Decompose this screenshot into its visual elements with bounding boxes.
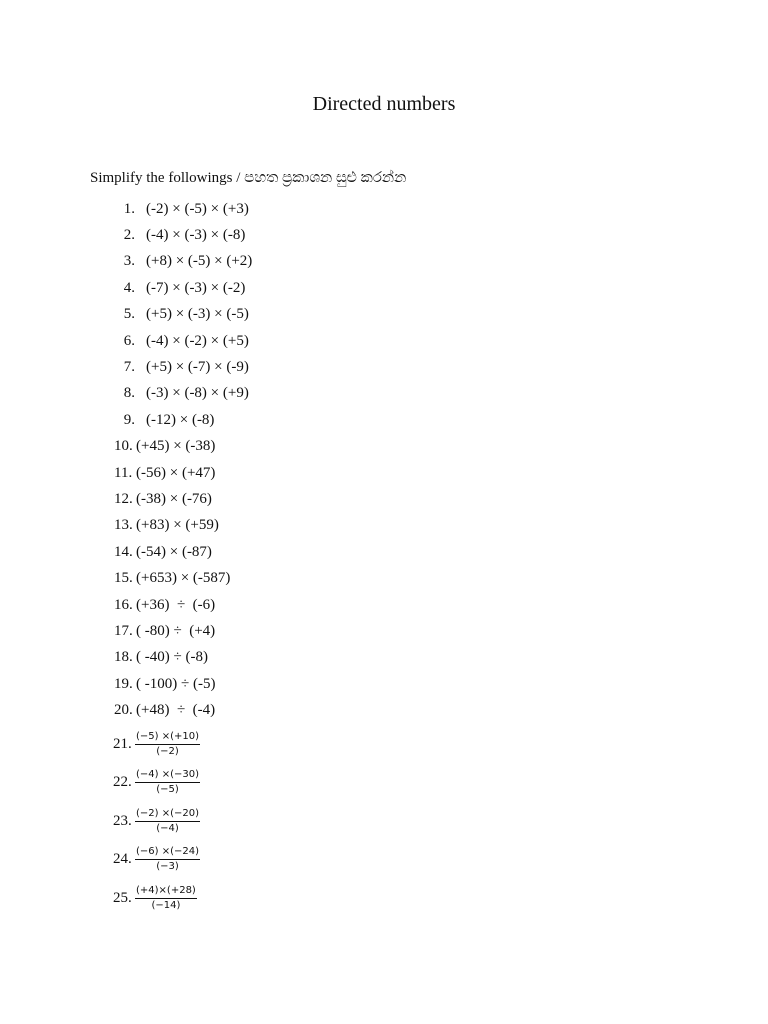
exercise-item-13: [110, 513, 252, 539]
item-number: 24.: [113, 851, 132, 868]
item-number: 1.: [123, 200, 135, 217]
item-expression: (-4) × (-3) × (-8): [146, 227, 246, 244]
item-expression: (+5) × (-3) × (-5): [146, 306, 249, 323]
item-expression: (-7) × (-3) × (-2): [146, 279, 246, 296]
exercise-list: [110, 196, 252, 724]
item-number: 3.: [123, 253, 135, 270]
item-expression: (+653) × (-587): [136, 570, 231, 587]
item-number: 13.: [114, 517, 133, 534]
item-number: 4.: [123, 279, 135, 296]
fraction: [135, 731, 200, 758]
item-expression: (-12) × (-8): [146, 411, 215, 428]
exercise-item-4: [110, 275, 252, 301]
exercise-item-25: [113, 879, 200, 918]
item-expression: (-3) × (-8) × (+9): [146, 385, 249, 402]
item-expression: (-54) × (-87): [136, 543, 212, 560]
exercise-item-7: [110, 354, 252, 380]
exercise-item-9: [110, 407, 252, 433]
fraction: [135, 769, 200, 796]
item-number: 5.: [123, 306, 135, 323]
fraction-denominator: (−14): [151, 899, 181, 911]
item-expression: (+45) × (-38): [136, 438, 216, 455]
item-expression: (+5) × (-7) × (-9): [146, 359, 249, 376]
item-expression: ( -100) ÷ (-5): [136, 675, 216, 692]
item-expression: ( -40) ÷ (-8): [136, 649, 208, 666]
item-expression: (-56) × (+47): [136, 464, 216, 481]
exercise-item-14: [110, 539, 252, 565]
item-expression: (-4) × (-2) × (+5): [146, 332, 249, 349]
exercise-item-18: [110, 645, 252, 671]
exercise-item-15: [110, 565, 252, 591]
fraction-numerator: (−4) ×(−30): [135, 769, 200, 783]
item-number: 21.: [113, 735, 132, 752]
item-expression: (+83) × (+59): [136, 517, 219, 534]
fraction: [135, 846, 200, 873]
exercise-item-19: [110, 671, 252, 697]
item-number: 7.: [123, 359, 135, 376]
fraction-denominator: (−3): [156, 861, 179, 873]
item-number: 22.: [113, 774, 132, 791]
exercise-item-2: [110, 222, 252, 248]
exercise-item-8: [110, 381, 252, 407]
item-number: 16.: [114, 596, 133, 613]
item-number: 6.: [123, 332, 135, 349]
item-number: 23.: [113, 812, 132, 829]
exercise-item-17: [110, 618, 252, 644]
fraction-denominator: (−2): [156, 745, 179, 757]
item-number: 12.: [114, 490, 133, 507]
item-number: 9.: [123, 411, 135, 428]
exercise-item-6: [110, 328, 252, 354]
fraction-denominator: (−4): [156, 822, 179, 834]
item-number: 8.: [123, 385, 135, 402]
item-number: 25.: [113, 889, 132, 906]
item-number: 15.: [114, 570, 133, 587]
item-expression: (+48) ÷ (-4): [136, 702, 216, 719]
item-expression: ( -80) ÷ (+4): [136, 622, 216, 639]
item-expression: (-2) × (-5) × (+3): [146, 200, 249, 217]
exercise-item-24: [113, 841, 200, 880]
exercise-item-16: [110, 592, 252, 618]
fraction-numerator: (−2) ×(−20): [135, 808, 200, 822]
exercise-item-20: [110, 697, 252, 723]
exercise-item-12: [110, 486, 252, 512]
item-number: 2.: [123, 227, 135, 244]
fraction: [135, 808, 200, 835]
exercise-item-5: [110, 302, 252, 328]
fraction-numerator: (−6) ×(−24): [135, 846, 200, 860]
item-expression: (+8) × (-5) × (+2): [146, 253, 253, 270]
item-expression: (-38) × (-76): [136, 490, 212, 507]
fraction-denominator: (−5): [156, 784, 179, 796]
exercise-item-1: [110, 196, 252, 222]
fraction-numerator: (+4)×(+28): [135, 885, 197, 899]
instructions-text: Simplify the followings / පහත ප්‍රකාශන සුළු කරන්න: [90, 170, 407, 186]
page-title: Directed numbers: [312, 93, 456, 115]
item-number: 10.: [114, 438, 133, 455]
item-expression: (+36) ÷ (-6): [136, 596, 216, 613]
exercise-item-10: [110, 434, 252, 460]
exercise-item-22: [113, 764, 200, 803]
item-number: 17.: [114, 622, 133, 639]
exercise-item-3: [110, 249, 252, 275]
fraction: [135, 885, 197, 912]
exercise-item-21: [113, 725, 200, 764]
item-number: 19.: [114, 675, 133, 692]
exercise-item-23: [113, 802, 200, 841]
exercise-item-11: [110, 460, 252, 486]
fraction-numerator: (−5) ×(+10): [135, 731, 200, 745]
item-number: 11.: [114, 464, 133, 481]
item-number: 18.: [114, 649, 133, 666]
fraction-exercise-list: [113, 725, 200, 918]
item-number: 14.: [114, 543, 133, 560]
item-number: 20.: [114, 702, 133, 719]
